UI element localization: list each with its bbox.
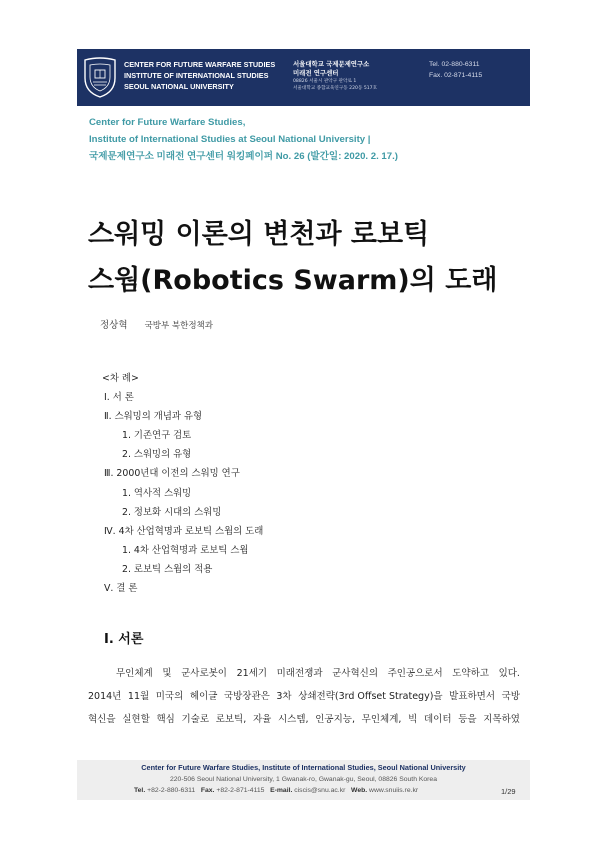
word: 실현할	[122, 714, 150, 725]
word: 헤이글	[189, 691, 218, 702]
toc-item: Ⅲ. 2000년대 이전의 스워밍 연구	[104, 468, 240, 480]
footer-fax-label: Fax.	[200, 787, 215, 794]
body-paragraph	[88, 662, 520, 731]
series-line: Institute of International Studies at Seoul National University |	[89, 134, 371, 145]
banner-en-line: CENTER FOR FUTURE WARFARE STUDIES	[124, 60, 276, 69]
word: 3차	[276, 691, 292, 702]
toc-subitem: 1. 역사적 스워밍	[122, 487, 192, 499]
word: 및	[162, 668, 172, 679]
footer-contact	[134, 787, 418, 794]
word: 11월	[127, 691, 150, 702]
toc-item: Ⅰ. 서 론	[104, 392, 134, 404]
banner-en-line: INSTITUTE OF INTERNATIONAL STUDIES	[124, 71, 269, 80]
word: 자율	[252, 714, 272, 725]
toc-heading: <차 례>	[102, 373, 139, 384]
word: 도약하고	[452, 668, 489, 679]
banner-contact	[429, 59, 482, 81]
word: 로보틱,	[215, 714, 247, 725]
series-info	[89, 114, 398, 165]
footer-tel: +82-2-880-6311	[147, 787, 196, 794]
snu-seal-logo	[81, 56, 119, 98]
toc-item: Ⅴ. 결 론	[104, 583, 138, 595]
word: 지목하였	[483, 714, 520, 725]
word: 빅	[408, 714, 418, 725]
author-affiliation: 국방부 북한정책과	[144, 321, 213, 331]
banner-kr-address: 서울대학교 종합교육연구동 220동 517호	[293, 86, 378, 91]
footer-institution: Center for Future Warfare Studies, Institute of International Studies, Seoul National University	[141, 763, 466, 772]
footer-fax: +82-2-871-4115	[216, 787, 265, 794]
toc-subitem: 1. 기존연구 검토	[122, 430, 192, 442]
word: 미국의	[155, 691, 184, 702]
word: 국방장관은	[223, 691, 270, 702]
footer-email-link[interactable]: ciscis@snu.ac.kr	[294, 787, 346, 794]
table-of-contents	[104, 370, 263, 599]
header-banner	[77, 49, 530, 106]
word: 기술로	[181, 714, 210, 725]
series-line: 국제문제연구소 미래전 연구센터 워킹페이퍼 No. 26 (발간일: 2020. 2. 17.)	[89, 151, 398, 162]
banner-kr-address: 08826 서울시 관악구 관악로 1	[293, 79, 357, 84]
word: 혁신을	[88, 714, 116, 725]
banner-fax: Fax. 02-871-4115	[429, 72, 483, 79]
banner-kr-line: 서울대학교 국제문제연구소	[293, 60, 370, 68]
paragraph-line	[88, 708, 520, 731]
banner-tel: Tel. 02-880-6311	[429, 61, 480, 68]
word: 주인공으로서	[387, 668, 443, 679]
page-title	[88, 212, 497, 304]
paragraph-line	[88, 685, 520, 708]
banner-english-name	[124, 59, 275, 92]
word: 시스템,	[278, 714, 309, 725]
word: 무인체계,	[361, 714, 402, 725]
word: 있다.	[498, 668, 520, 679]
page-number: 1/29	[501, 787, 516, 796]
author-name: 정상혁	[100, 320, 128, 331]
word: 2014년	[88, 691, 122, 702]
footer-email-label: E-mail.	[270, 787, 293, 794]
title-line: 스웜(Robotics Swarm)의 도래	[88, 265, 498, 296]
toc-subitem: 2. 스워밍의 유형	[122, 449, 192, 461]
footer-tel-label: Tel.	[134, 787, 146, 794]
toc-item: Ⅳ. 4차 산업혁명과 로보틱 스웜의 도래	[104, 525, 264, 537]
banner-en-line: SEOUL NATIONAL UNIVERSITY	[124, 82, 234, 91]
title-line: 스워밍 이론의 변천과 로보틱	[88, 219, 430, 250]
banner-korean-name	[293, 60, 377, 92]
word: 데이터	[423, 714, 452, 725]
word: 군사혁신의	[332, 668, 378, 679]
word: 21세기	[236, 668, 268, 679]
word: 미래전쟁과	[276, 668, 323, 679]
footer-web-link[interactable]: www.snuiis.re.kr	[369, 787, 419, 794]
banner-kr-line: 미래전 연구센터	[293, 69, 339, 77]
word: 발표하면서	[449, 691, 496, 702]
word: 등을	[458, 714, 477, 725]
word: 인공지능,	[315, 714, 355, 725]
footer-web-label: Web.	[351, 787, 368, 794]
word: 군사로봇이	[181, 668, 227, 679]
toc-subitem: 2. 로보틱 스웜의 적용	[122, 563, 213, 575]
toc-subitem: 1. 4차 산업혁명과 로보틱 스웜	[122, 544, 249, 556]
toc-subitem: 2. 정보화 시대의 스워밍	[122, 506, 222, 518]
section-heading: Ⅰ. 서론	[104, 632, 144, 647]
page-footer	[77, 760, 530, 800]
word: 핵심	[156, 714, 175, 725]
word: 무인체계	[116, 668, 153, 679]
paragraph-line	[88, 662, 520, 685]
author-block	[100, 317, 213, 331]
footer-address: 220-506 Seoul National University, 1 Gwanak-ro, Gwanak-gu, Seoul, 08826 South Korea	[170, 776, 437, 783]
word: 상쇄전략(3rd Offset Strategy)을	[298, 691, 443, 702]
word: 국방	[501, 691, 520, 702]
series-line: Center for Future Warfare Studies,	[89, 117, 246, 128]
toc-item: Ⅱ. 스워밍의 개념과 유형	[104, 411, 203, 423]
